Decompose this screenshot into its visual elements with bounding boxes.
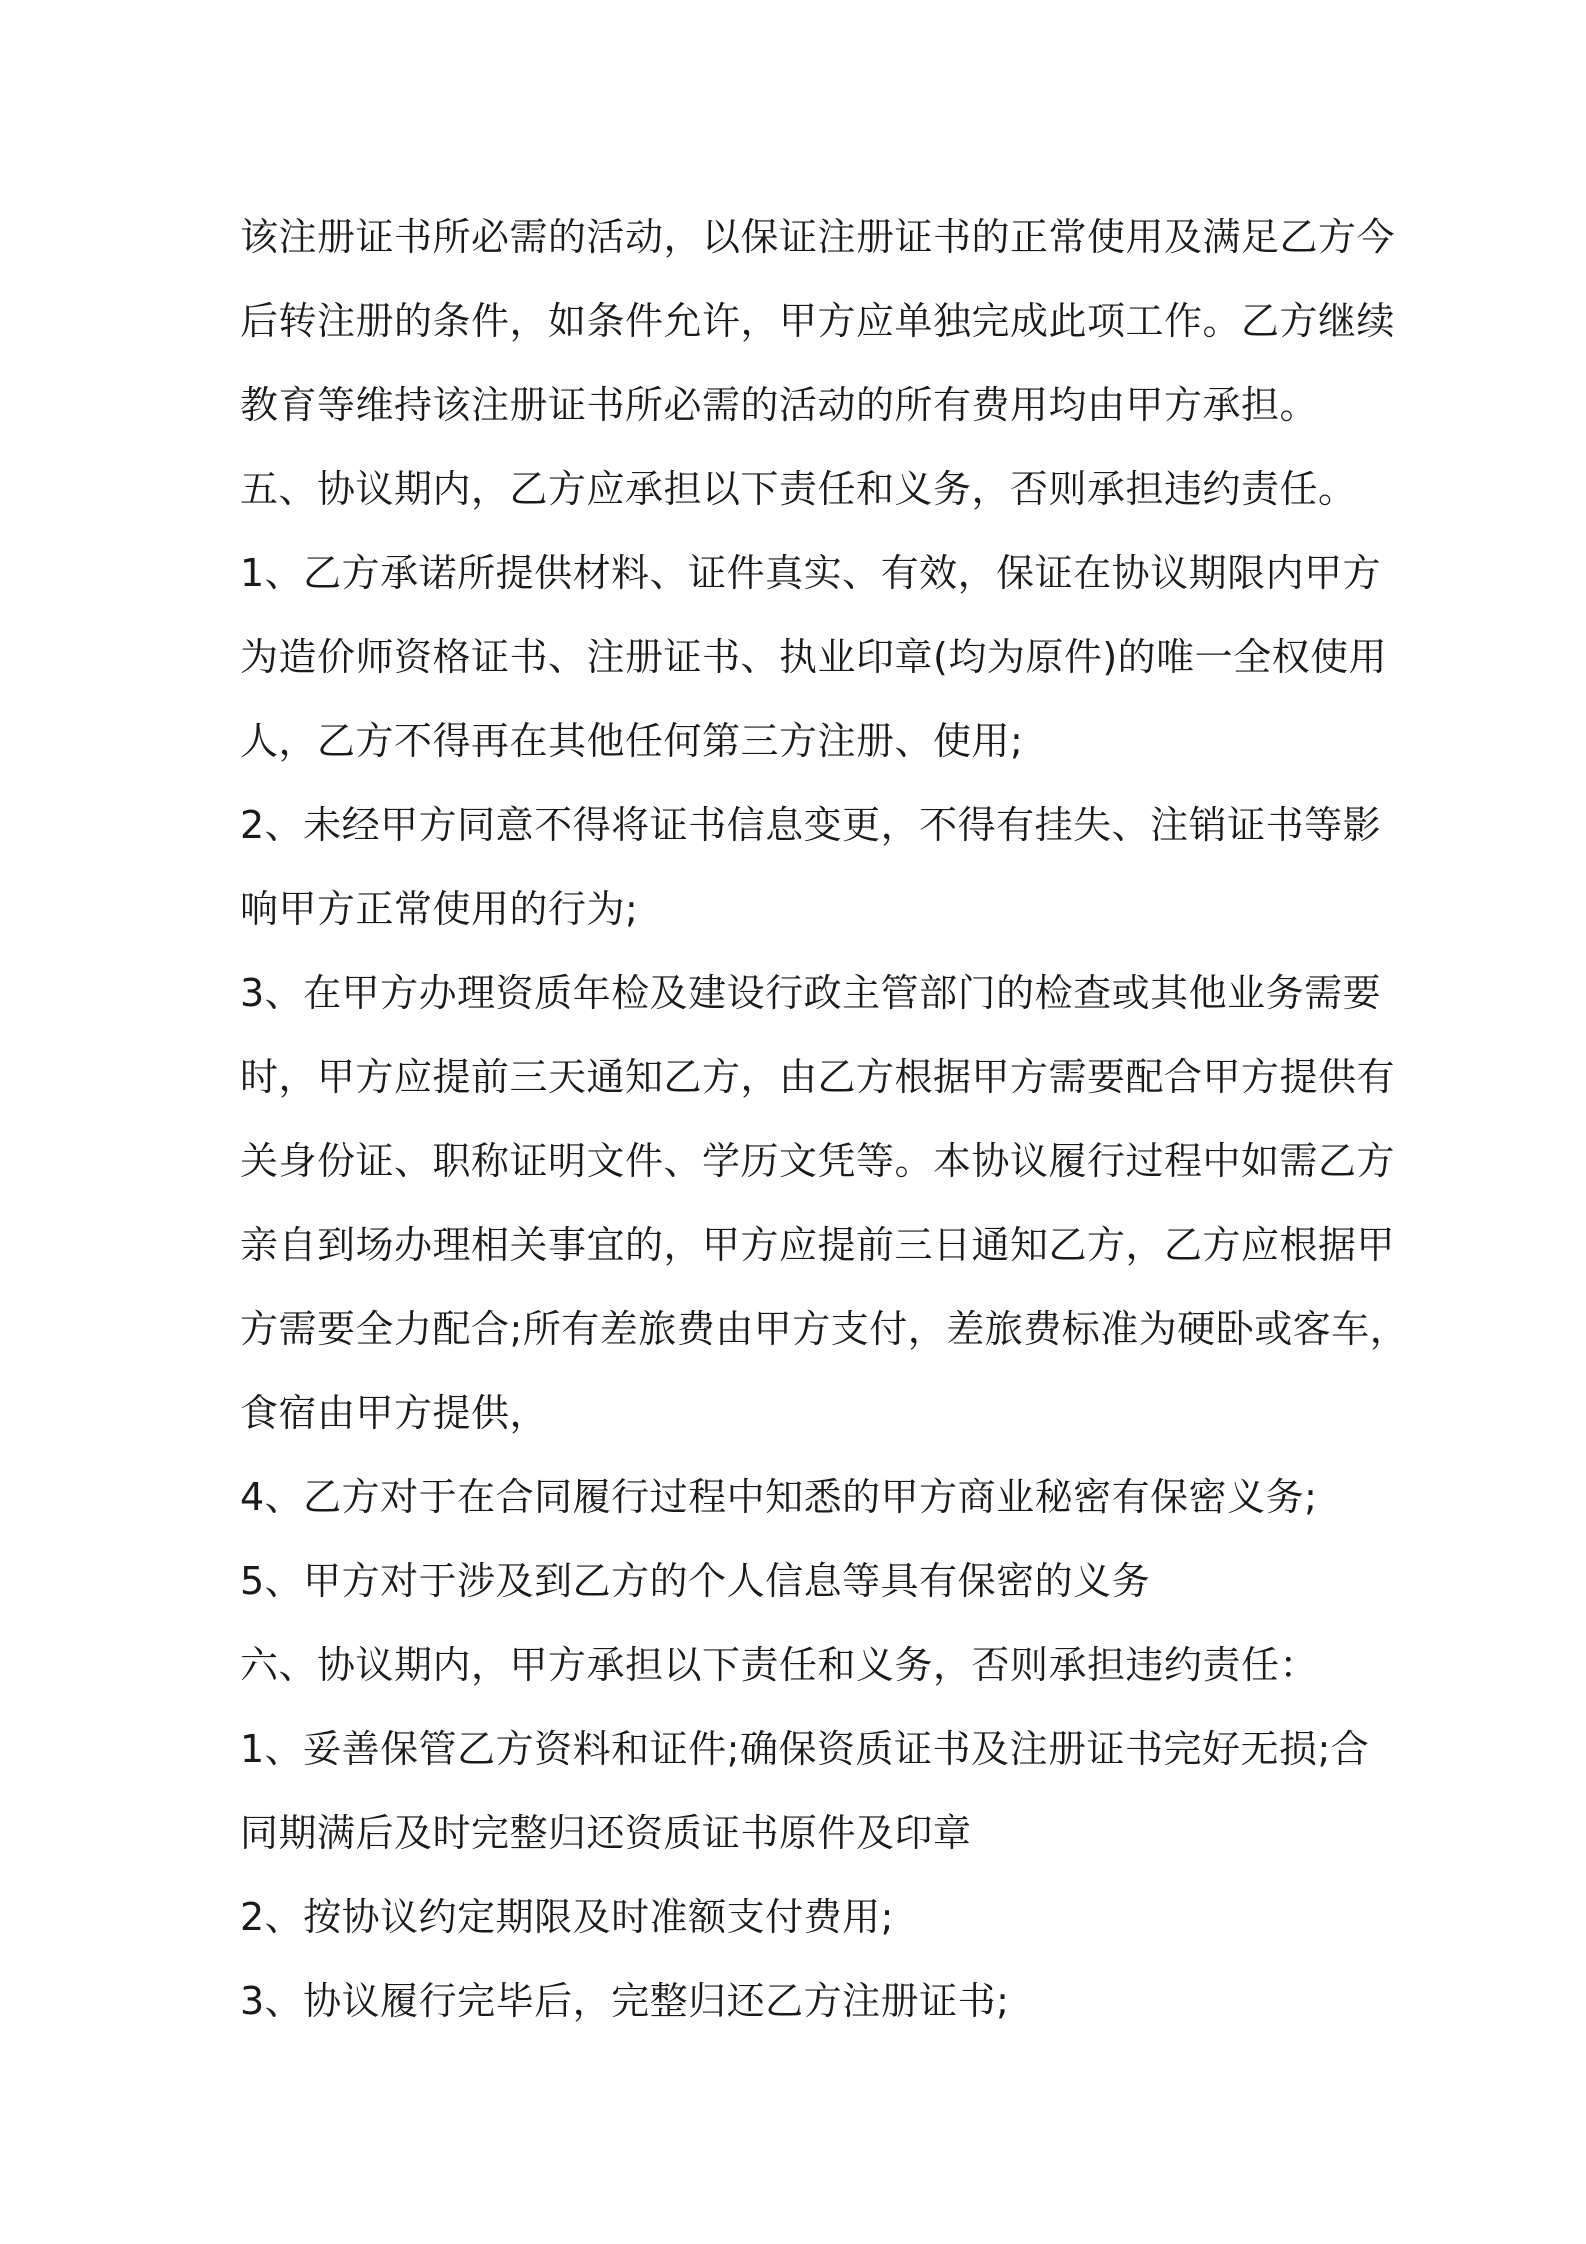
text-line: 3、在甲方办理资质年检及建设行政主管部门的检查或其他业务需要 [240, 971, 1382, 1015]
text-line: 后转注册的条件，如条件允许，甲方应单独完成此项工作。乙方继续 [240, 299, 1396, 343]
text-line: 3、协议履行完毕后，完整归还乙方注册证书; [240, 1979, 1010, 2023]
text-line: 亲自到场办理相关事宜的，甲方应提前三日通知乙方，乙方应根据甲 [240, 1223, 1396, 1267]
text-line: 响甲方正常使用的行为; [240, 887, 639, 931]
text-line: 教育等维持该注册证书所必需的活动的所有费用均由甲方承担。 [240, 383, 1319, 427]
text-line: 1、妥善保管乙方资料和证件;确保资质证书及注册证书完好无损;合 [240, 1727, 1370, 1771]
text-line: 食宿由甲方提供， [240, 1391, 549, 1435]
text-line: 2、未经甲方同意不得将证书信息变更，不得有挂失、注销证书等影 [240, 803, 1382, 847]
text-line: 同期满后及时完整归还资质证书原件及印章 [240, 1811, 972, 1855]
text-line: 人，乙方不得再在其他任何第三方注册、使用; [240, 719, 1024, 763]
text-line: 关身份证、职称证明文件、学历文凭等。本协议履行过程中如需乙方 [240, 1139, 1396, 1183]
section-heading: 六、协议期内，甲方承担以下责任和义务，否则承担违约责任： [240, 1643, 1319, 1687]
text-line: 4、乙方对于在合同履行过程中知悉的甲方商业秘密有保密义务; [240, 1475, 1318, 1519]
text-line: 为造价师资格证书、注册证书、执业印章(均为原件)的唯一全权使用 [240, 635, 1388, 679]
document-body [240, 195, 1409, 2043]
text-line: 时，甲方应提前三天通知乙方，由乙方根据甲方需要配合甲方提供有 [240, 1055, 1396, 1099]
text-line: 该注册证书所必需的活动，以保证注册证书的正常使用及满足乙方今 [240, 215, 1396, 259]
text-line: 方需要全力配合;所有差旅费由甲方支付，差旅费标准为硬卧或客车， [240, 1307, 1409, 1351]
text-line: 5、甲方对于涉及到乙方的个人信息等具有保密的义务 [240, 1559, 1151, 1603]
text-line: 1、乙方承诺所提供材料、证件真实、有效，保证在协议期限内甲方 [240, 551, 1382, 595]
text-line: 2、按协议约定期限及时准额支付费用; [240, 1895, 894, 1939]
section-heading: 五、协议期内，乙方应承担以下责任和义务，否则承担违约责任。 [240, 467, 1357, 511]
